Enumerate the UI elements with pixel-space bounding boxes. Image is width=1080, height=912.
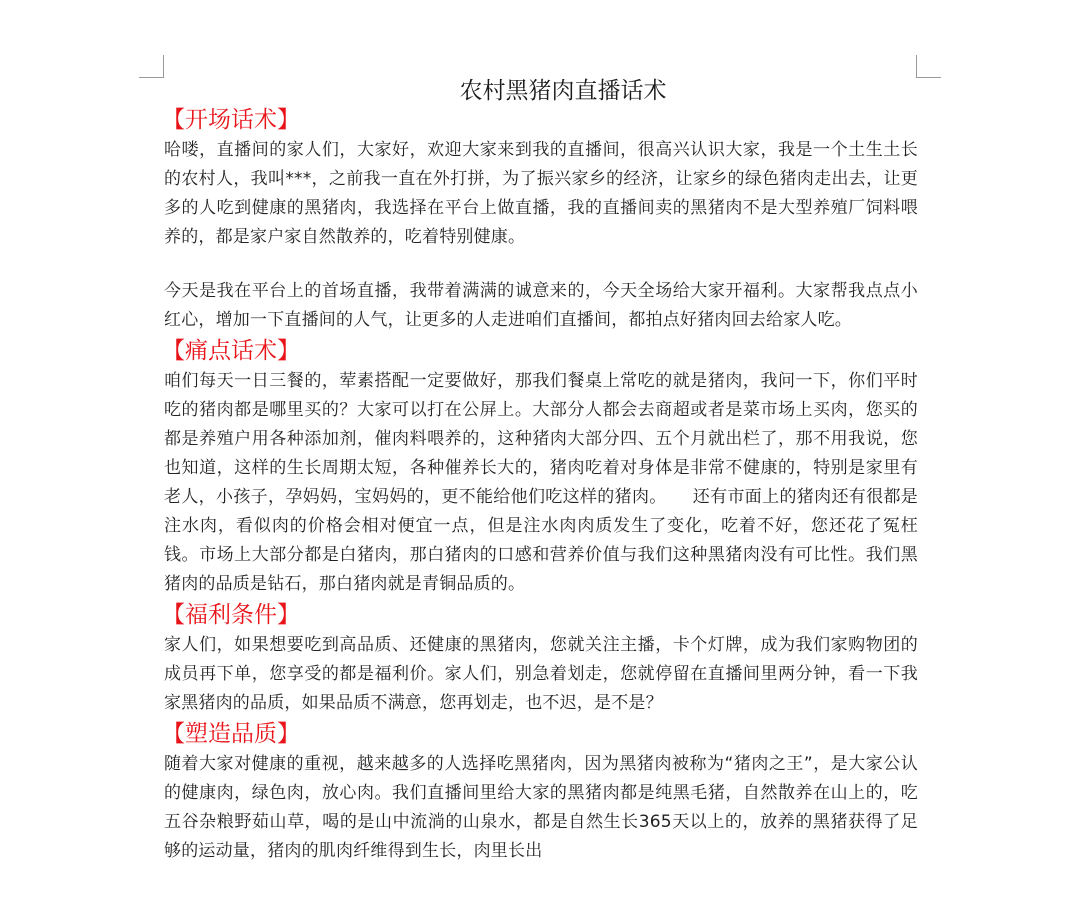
section-heading-opening: 【开场话术】 bbox=[162, 107, 300, 133]
section-heading-benefits: 【福利条件】 bbox=[162, 602, 300, 628]
paragraph: 哈喽，直播间的家人们，大家好，欢迎大家来到我的直播间，很高兴认识大家，我是一个土生土长的农村人，我叫***，之前我一直在外打拼，为了振兴家乡的经济，让家乡的绿色猪肉走出去，让更多的人吃到健康的黑猪肉，我选择在平台上做直播，我的直播间卖的黑猪肉不是大型养殖厂饲料喂养的，都是家户家自然散养的，吃着特别健康。 bbox=[164, 140, 918, 247]
document-title: 农村黑猪肉直播话术 bbox=[459, 78, 667, 104]
document-body bbox=[164, 104, 918, 866]
section-heading-quality: 【塑造品质】 bbox=[162, 721, 300, 747]
paragraph: 随着大家对健康的重视，越来越多的人选择吃黑猪肉，因为黑猪肉被称为“猪肉之王”，是大家公认的健康肉，绿色肉，放心肉。我们直播间里给大家的黑猪肉都是纯黑毛猪，自然散养在山上的，吃五谷杂粮野茹山草，喝的是山中流淌的山泉水，都是自然生长365天以上的，放养的黑猪获得了足够的运动量，猪肉的肌肉纤维得到生长，肉里长出 bbox=[164, 754, 918, 861]
paragraph: 今天是我在平台上的首场直播，我带着满满的诚意来的，今天全场给大家开福利。大家帮我点点小红心，增加一下直播间的人气，让更多的人走进咱们直播间，都拍点好猪肉回去给家人吃。 bbox=[164, 281, 918, 330]
paragraph: 咱们每天一日三餐的，荤素搭配一定要做好，那我们餐桌上常吃的就是猪肉，我问一下，你们平时吃的猪肉都是哪里买的？大家可以打在公屏上。大部分人都会去商超或者是菜市场上买肉，您买的都是养殖户用各种添加剂，催肉料喂养的，这种猪肉大部分四、五个月就出栏了，那不用我说，您也知道，这样的生长周期太短，各种催养长大的，猪肉吃着对身体是非常不健康的，特别是家里有老人，小孩子，孕妈妈，宝妈妈的，更不能给他们吃这样的猪肉。 还有市面上的猪肉还有很都是注水肉，看似肉的价格会相对便宜一点，但是注水肉肉质发生了变化，吃着不好，您还花了冤枉钱。市场上大部分都是白猪肉，那白猪肉的口感和营养价值与我们这种黑猪肉没有可比性。我们黑猪肉的品质是钻石，那白猪肉就是青铜品质的。 bbox=[164, 371, 918, 594]
section-heading-pain-points: 【痛点话术】 bbox=[162, 338, 300, 364]
paragraph-gap bbox=[164, 252, 918, 277]
paragraph: 家人们，如果想要吃到高品质、还健康的黑猪肉，您就关注主播，卡个灯牌，成为我们家购物团的成员再下单，您享受的都是福利价。家人们，别急着划走，您就停留在直播间里两分钟，看一下我家黑猪肉的品质，如果品质不满意，您再划走，也不迟，是不是？ bbox=[164, 635, 918, 713]
